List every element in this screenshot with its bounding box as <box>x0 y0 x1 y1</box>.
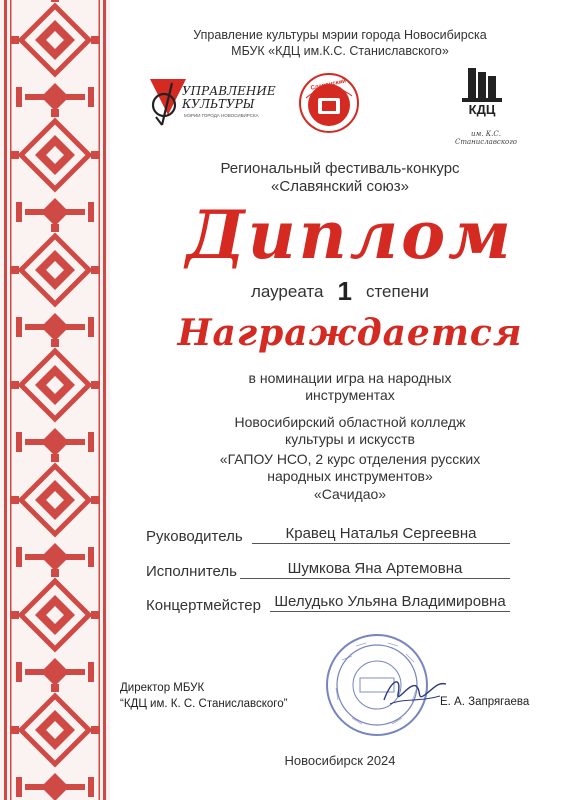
ornament-shape <box>51 109 59 117</box>
laureate-suffix: степени <box>365 282 430 301</box>
culture-logo-title: УПРАВЛЕНИЕ КУЛЬТУРЫ <box>182 84 276 111</box>
ornament-shape <box>88 317 94 337</box>
ornament-shape <box>51 0 59 2</box>
header-institution-line: МБУК «КДЦ им.К.С. Станиславского» <box>231 44 449 58</box>
ornament-shape <box>25 554 85 560</box>
ornament-shape <box>103 0 106 800</box>
role-line-performer <box>240 578 510 579</box>
city-year: Новосибирск 2024 <box>284 753 396 768</box>
ornament-shape <box>25 324 85 330</box>
ornament-shape <box>25 209 85 215</box>
kdc-logo-text: КДЦ <box>468 102 496 117</box>
header-org-line: Управление культуры мэрии города Новосибирска <box>193 28 487 42</box>
ornament-shape <box>51 339 59 347</box>
director-block <box>120 680 287 712</box>
culture-department-logo <box>148 75 276 131</box>
ornament-shape <box>16 432 22 452</box>
role-value-accompanist: Шелудько Ульяна Владимировна <box>274 593 506 610</box>
director-title: Директор МБУК <box>120 682 205 694</box>
ornament-shape <box>16 202 22 222</box>
ornament-shape <box>88 202 94 222</box>
recipient-line1: Новосибирский областной колледж <box>234 414 466 430</box>
ornament-shape <box>11 611 19 619</box>
laureate-line <box>140 276 540 307</box>
ornament-shape <box>88 777 94 797</box>
ornament-shape <box>91 151 99 159</box>
recipient-line2: культуры и искусств <box>285 431 415 447</box>
ornament-shape <box>88 87 94 107</box>
role-value-performer: Шумкова Яна Артемовна <box>287 560 463 577</box>
ornament-shape <box>88 662 94 682</box>
role-line-leader <box>252 543 510 544</box>
ornament-shape <box>91 726 99 734</box>
ornament-shape <box>25 784 85 790</box>
recipient-line5: «Сачидао» <box>313 486 387 502</box>
ornament-shape <box>51 224 59 232</box>
role-line-accompanist <box>270 611 510 612</box>
festival-name-line1: Региональный фестиваль-конкурс <box>220 160 460 177</box>
ornament-shape <box>11 151 19 159</box>
ornament-shape <box>11 36 19 44</box>
laureate-prefix: лауреата <box>250 282 324 301</box>
ornament-shape <box>51 684 59 692</box>
ornament-shape <box>11 381 19 389</box>
ornament-shape <box>88 432 94 452</box>
ornament-shape <box>16 662 22 682</box>
ornament-shape <box>16 777 22 797</box>
director-name: Е. А. Запрягаева <box>440 696 530 708</box>
ornament-shape <box>51 569 59 577</box>
role-value-leader: Кравец Наталья Сергеевна <box>285 525 477 542</box>
festival-emblem-text: Славянский союз <box>310 78 347 96</box>
ornament-shape <box>91 611 99 619</box>
ornament-border <box>0 0 110 800</box>
kdc-logo-caption: им. К.С. Станиславского <box>455 130 517 146</box>
ornament-shape <box>91 496 99 504</box>
ornament-shape <box>91 266 99 274</box>
kdc-logo <box>448 66 518 146</box>
ornament-shape <box>25 439 85 445</box>
ornament-shape <box>16 547 22 567</box>
ornament-shape <box>11 266 19 274</box>
ornament-shape <box>4 0 7 800</box>
ornament-shape <box>25 669 85 675</box>
ornament-shape <box>25 94 85 100</box>
ornament-shape <box>16 317 22 337</box>
role-label-accompanist: Концертмейстер <box>146 597 261 614</box>
festival-emblem-logo <box>298 72 360 134</box>
nomination-line2: инструментах <box>305 387 395 403</box>
festival-name-line2: «Славянский союз» <box>271 178 409 195</box>
ornament-shape <box>91 381 99 389</box>
diploma-title: Диплом <box>186 196 514 274</box>
recipient-line4: народных инструментов» <box>267 468 433 484</box>
ornament-shape <box>11 726 19 734</box>
culture-logo-subtitle: МЭРИИ ГОРОДА НОВОСИБИРСКА <box>184 113 259 118</box>
ornament-shape <box>91 36 99 44</box>
ornament-shape <box>51 454 59 462</box>
ornament-shape <box>16 87 22 107</box>
ornament-shape <box>11 496 19 504</box>
ornament-shape <box>88 547 94 567</box>
ornament-shape <box>99 0 101 800</box>
laureate-degree: 1 <box>337 276 352 306</box>
role-label-leader: Руководитель <box>146 528 243 545</box>
awarded-heading: Награждается <box>177 312 523 354</box>
ornament-shape <box>10 0 12 800</box>
recipient-line3: «ГАПОУ НСО, 2 курс отделения русских <box>219 451 481 467</box>
role-label-performer: Исполнитель <box>146 563 237 580</box>
nomination-line1: в номинации игра на народных <box>248 370 452 386</box>
director-institution: “КДЦ им. К. С. Станиславского” <box>120 698 288 710</box>
